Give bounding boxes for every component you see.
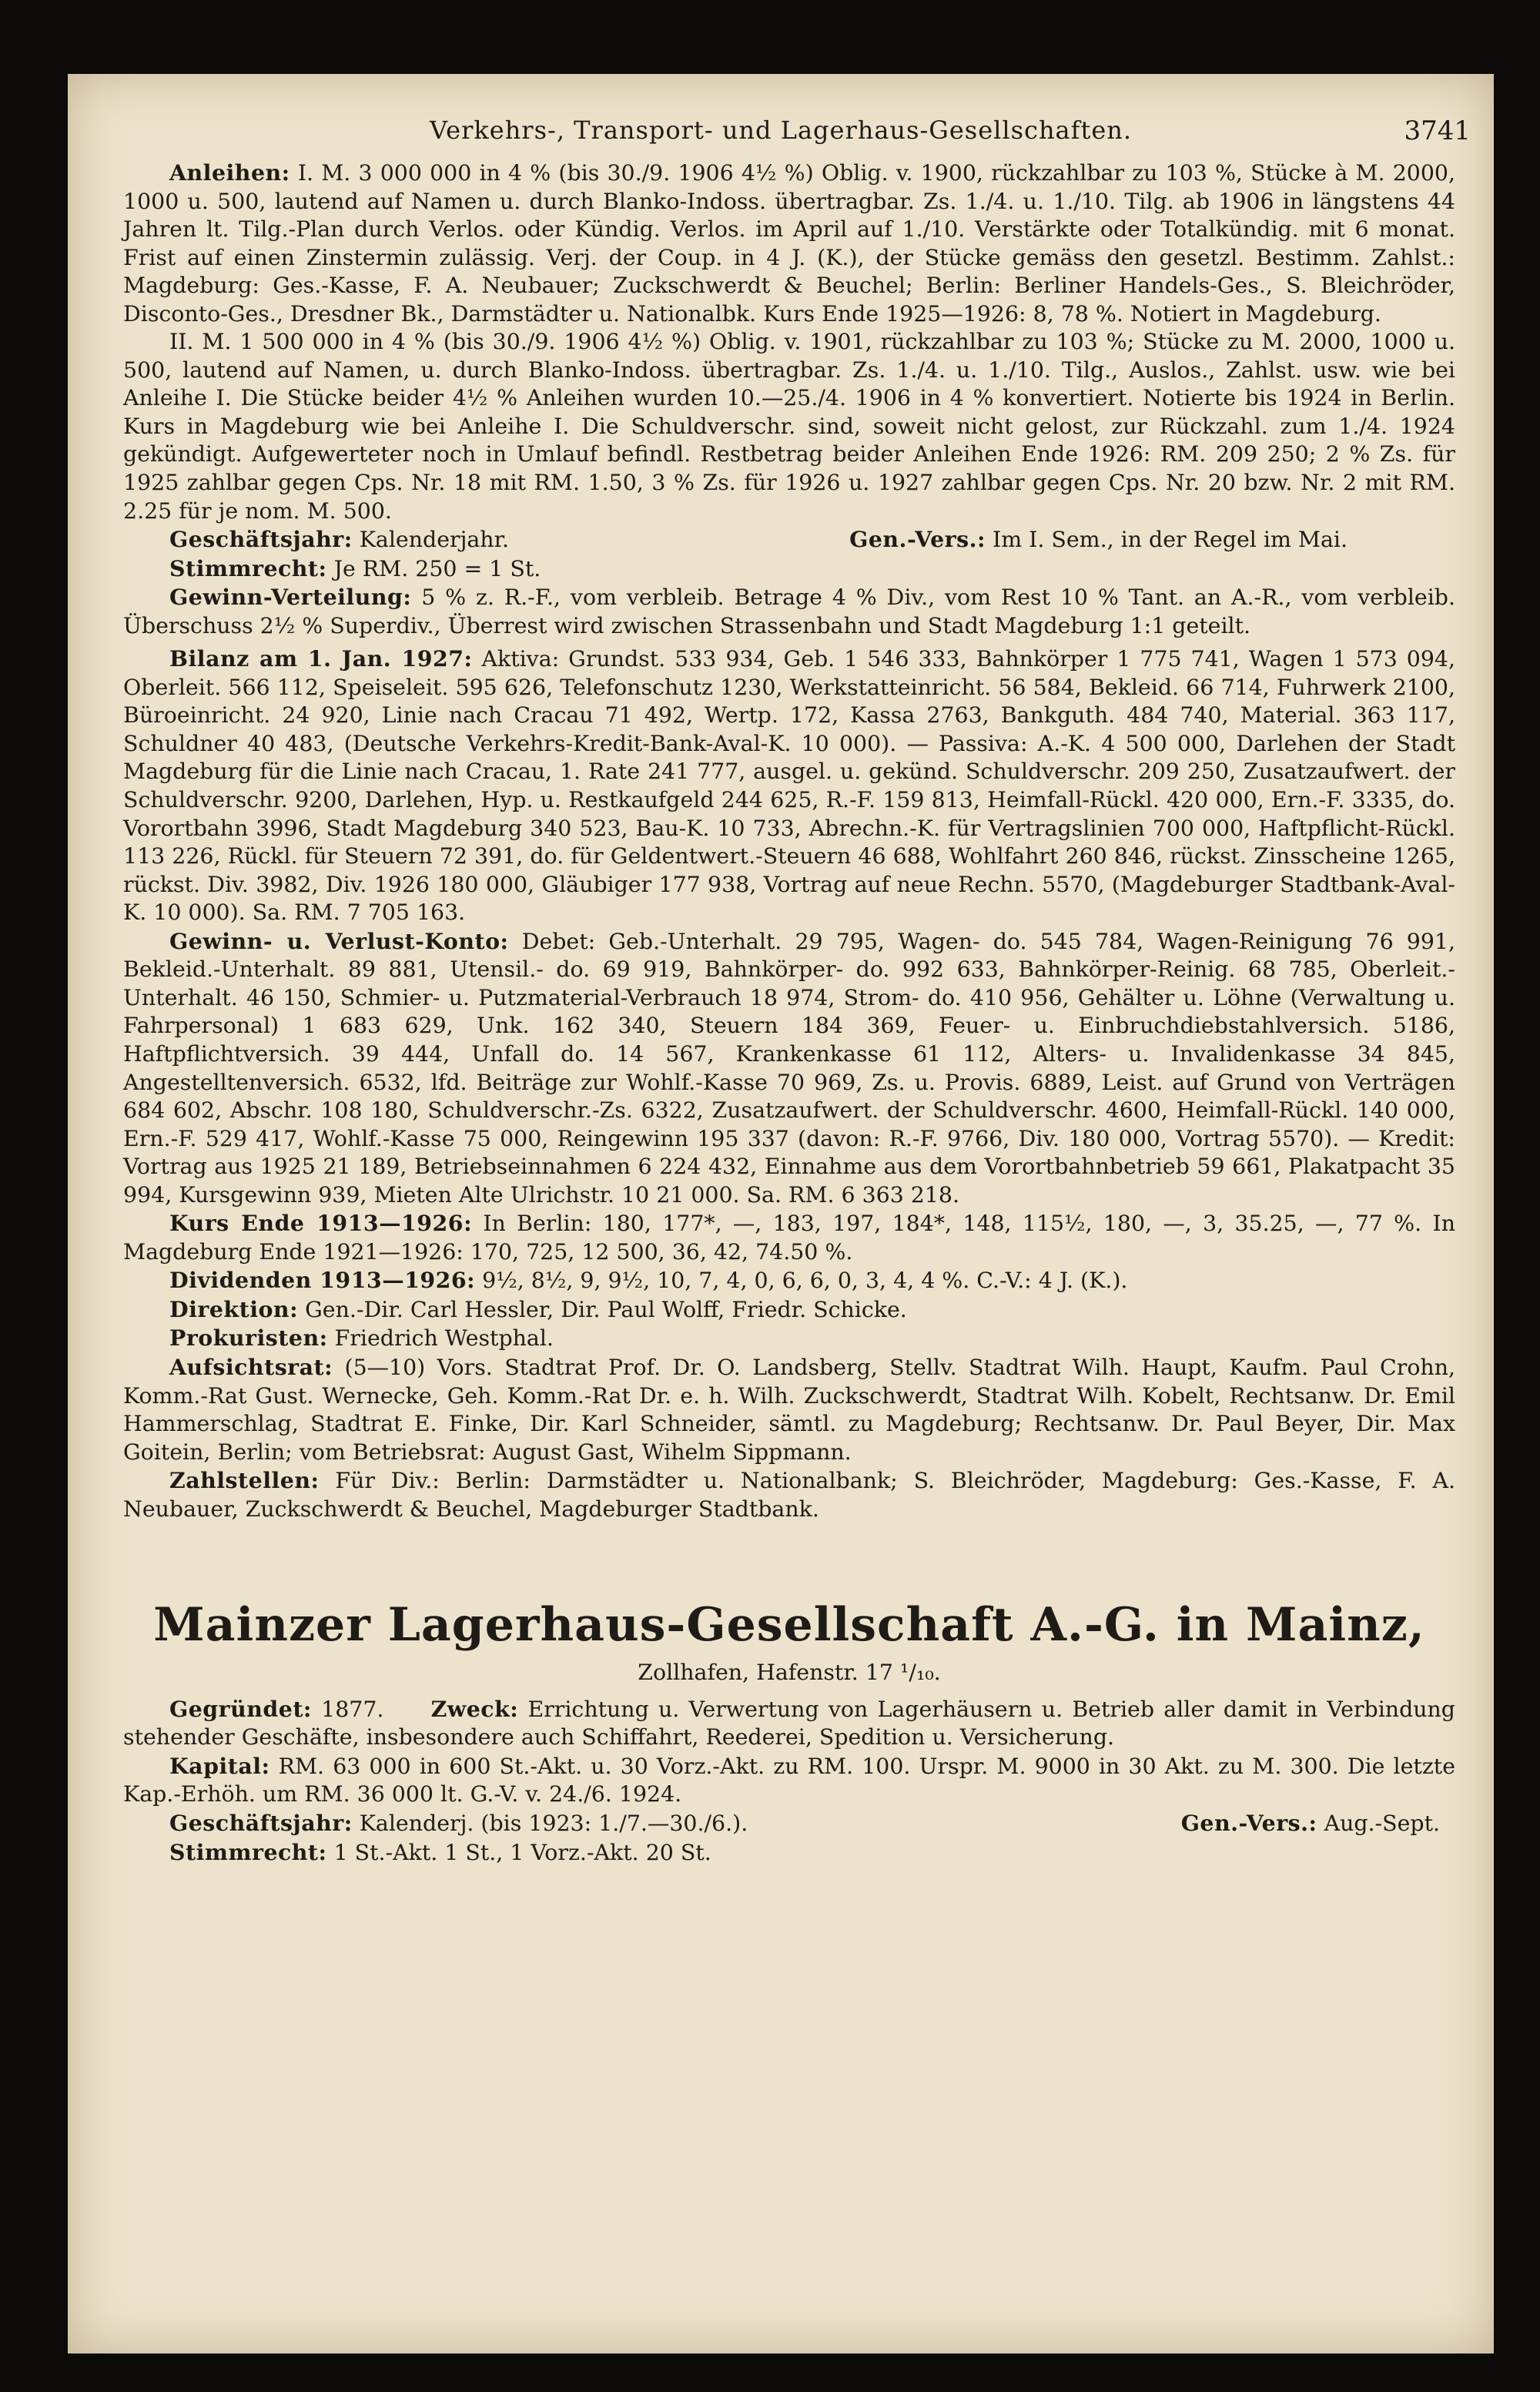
company-genvers-value: Aug.-Sept. — [1324, 1810, 1440, 1836]
company-stimmrecht-line — [123, 1838, 1455, 1868]
prokuristen-text: Friedrich Westphal. — [334, 1325, 554, 1352]
running-title: Verkehrs-, Transport- und Lagerhaus-Gesellschaften. — [429, 116, 1133, 145]
gewinnverteilung-paragraph — [123, 583, 1455, 640]
prokuristen-line — [123, 1324, 1455, 1353]
anleihen-paragraph — [123, 159, 1455, 328]
aufsichtsrat-label: Aufsichtsrat: — [169, 1353, 333, 1380]
page-header — [68, 116, 1494, 154]
company-genvers-label: Gen.-Vers.: — [1180, 1809, 1317, 1836]
company-geschaeftsjahr-label: Geschäftsjahr: — [169, 1809, 353, 1836]
gegruendet-value: 1877. — [321, 1696, 384, 1722]
genvers-entry — [803, 525, 1348, 554]
anleihe-2-paragraph: II. M. 1 500 000 in 4 % (bis 30./9. 1906 4½ %) Oblig. v. 1901, rückzahlbar zu 103 %; Stücke zu M. 2000, 1000 u. 500, lautend auf Namen, u. durch Blanko-Indoss. übertragbar. Zs. 1./4. u. 1./10. Tilg., Auslos., Zahlst. usw. wie bei Anleihe I. Die Stücke beider 4½ % Anleihen wurden 10.—25./4. 1906 in 4 % konvertiert. Notierte bis 1924 in Berlin. Kurs in Magdeburg wie bei Anleihe I. Die Schuldverschr. sind, soweit nicht gelost, zur Rückzahl. zum 1./4. 1924 gekündigt. Aufgewerteter noch in Umlauf befindl. Restbetrag beider Anleihen Ende 1926: RM. 209 250; 2 % Zs. für 1925 zahlbar gegen Cps. Nr. 18 mit RM. 1.50, 3 % Zs. für 1926 u. 1927 zahlbar gegen Cps. Nr. 20 bzw. Nr. 2 mit RM. 2.25 für je nom. M. 500. — [123, 329, 1455, 524]
dividenden-line — [123, 1266, 1455, 1295]
kapital-paragraph — [123, 1752, 1455, 1809]
dividenden-label: Dividenden 1913—1926: — [169, 1267, 476, 1294]
zweck-label: Zweck: — [430, 1695, 519, 1722]
aufsichtsrat-text: (5—10) Vors. Stadtrat Prof. Dr. O. Landsberg, Stellv. Stadtrat Wilh. Haupt, Kaufm. Paul Crohn, Komm.-Rat Gust. Wernecke, Geh. Komm.-Rat Dr. e. h. Wilh. Zuckschwerdt, Stadtrat Wilh. Kobelt, Rechtsanw. Dr. Emil Hammerschlag, Stadtrat E. Finke, Dir. Karl Schneider, sämtl. zu Magdeburg; Rechtsanw. Dr. Paul Beyer, Dir. Max Goitein, Berlin; vom Betriebsrat: August Gast, Wihelm Sippmann. — [123, 1354, 1456, 1465]
bilanz-text: Aktiva: Grundst. 533 934, Geb. 1 546 333, Bahnkörper 1 775 741, Wagen 1 573 094, Oberleit. 566 112, Speiseleit. 595 626, Telefonschutz 1230, Werkstatteinricht. 56 584, Bekleid. 66 714, Fuhrwerk 2100, Büroeinricht. 24 920, Linie nach Cracau 71 492, Wertp. 172, Kassa 2763, Bankguth. 484 740, Material. 363 117, Schuldner 40 483, (Deutsche Verkehrs-Kredit-Bank-Aval-K. 10 000). — Passiva: A.-K. 4 500 000, Darlehen der Stadt Magdeburg für die Linie nach Cracau, 1. Rate 241 777, ausgel. u. gekünd. Schuldverschr. 209 250, Zusatzaufwert. der Schuldverschr. 9200, Darlehen, Hyp. u. Restkaufgeld 244 625, R.-F. 159 813, Heimfall-Rückl. 420 000, Ern.-F. 3335, do. Vorortbahn 3996, Stadt Magdeburg 340 523, Bau-K. 10 733, Abrechn.-K. für Vertragslinien 700 000, Haftpflicht-Rückl. 113 226, Rückl. für Steuern 72 391, do. für Geldentwert.-Steuern 46 688, Wohlfahrt 260 846, rückst. Zinsscheine 1265, rückst. Div. 3982, Div. 1926 180 000, Gläubiger 177 938, Vortrag auf neue Rechn. 5570, (Magdeburger Stadtbank-Aval-K. 10 000). Sa. RM. 7 705 163. — [123, 646, 1455, 926]
gewinnverteilung-label: Gewinn-Verteilung: — [169, 584, 412, 611]
stimmrecht-label: Stimmrecht: — [169, 554, 327, 581]
genvers-label: Gen.-Vers.: — [849, 526, 986, 553]
kurs-paragraph — [123, 1209, 1455, 1266]
page-number: 3741 — [1404, 116, 1471, 146]
company-geschaeftsjahr-line — [123, 1809, 1455, 1838]
company-genvers-entry — [1135, 1809, 1440, 1838]
company-stimmrecht-value: 1 St.-Akt. 1 St., 1 Vorz.-Akt. 20 St. — [333, 1839, 711, 1865]
gegruendet-paragraph — [123, 1695, 1455, 1752]
stimmrecht-line — [123, 554, 1455, 584]
geschaeftsjahr-entry — [123, 525, 509, 554]
prokuristen-label: Prokuristen: — [169, 1325, 328, 1352]
anleihen-text: I. M. 3 000 000 in 4 % (bis 30./9. 1906 4½ %) Oblig. v. 1900, rückzahlbar zu 103 %, Stücke à M. 2000, 1000 u. 500, lautend auf Namen u. durch Blanko-Indoss. übertragbar. Zs. 1./4. u. 1./10. Tilg. ab 1906 in längstens 44 Jahren lt. Tilg.-Plan durch Verlos. oder Kündig. Verlos. im April auf 1./10. Verstärkte oder Totalkündig. mit 6 monat. Frist auf einen Zinstermin zulässig. Verj. der Coup. in 4 J. (K.), der Stücke gemäss den gesetzl. Bestimm. Zahlst.: Magdeburg: Ges.-Kasse, F. A. Neubauer; Zuckschwerdt & Beuchel; Berlin: Berliner Handels-Ges., S. Bleichröder, Disconto-Ges., Dresdner Bk., Darmstädter u. Nationalbk. Kurs Ende 1925—1926: 8, 78 %. Notiert in Magdeburg. — [123, 160, 1455, 327]
zahlstellen-text: Für Div.: Berlin: Darmstädter u. Nationalbank; S. Bleichröder, Magdeburg: Ges.-Kasse, F. A. Neubauer, Zuckschwerdt & Beuchel, Magdeburger Stadtbank. — [123, 1468, 1455, 1522]
kurs-text: In Berlin: 180, 177*, —, 183, 197, 184*, 148, 115½, 180, —, 3, 35.25, —, 77 %. In Magdeburg Ende 1921—1926: 170, 725, 12 500, 36, 42, 74.50 %. — [123, 1211, 1455, 1265]
dividenden-text: 9½, 8½, 9, 9½, 10, 7, 4, 0, 6, 6, 0, 3, 4, 4 %. C.-V.: 4 J. (K.). — [482, 1268, 1128, 1294]
direktion-label: Direktion: — [169, 1295, 299, 1322]
anleihen-label: Anleihen: — [169, 159, 290, 186]
kapital-label: Kapital: — [169, 1752, 270, 1779]
aufsichtsrat-paragraph — [123, 1353, 1455, 1466]
kurs-label: Kurs Ende 1913—1926: — [169, 1210, 473, 1237]
bilanz-paragraph — [123, 645, 1455, 926]
company-geschaeftsjahr-entry — [123, 1809, 748, 1838]
page — [68, 74, 1494, 2353]
geschaeftsjahr-value: Kalenderjahr. — [359, 527, 510, 553]
gegruendet-label: Gegründet: — [169, 1695, 312, 1722]
geschaeftsjahr-genvers-line — [123, 525, 1455, 554]
page-body — [123, 159, 1455, 1867]
company-geschaeftsjahr-value: Kalenderj. (bis 1923: 1./7.—30./6.). — [359, 1810, 748, 1836]
stimmrecht-value: Je RM. 250 = 1 St. — [333, 555, 541, 581]
direktion-line — [123, 1295, 1455, 1325]
company-address: Zollhafen, Hafenstr. 17 ¹/₁₀. — [638, 1660, 941, 1686]
geschaeftsjahr-label: Geschäftsjahr: — [169, 526, 353, 553]
guv-paragraph — [123, 927, 1455, 1209]
zweck-text: Errichtung u. Verwertung von Lagerhäusern u. Betrieb aller damit in Verbindung stehender Geschäfte, insbesondere auch Schiffahrt, Reederei, Spedition u. Versicherung. — [123, 1696, 1455, 1750]
genvers-value: Im I. Sem., in der Regel im Mai. — [992, 527, 1348, 553]
direktion-text: Gen.-Dir. Carl Hessler, Dir. Paul Wolff, Friedr. Schicke. — [305, 1296, 907, 1322]
gewinnverteilung-text: 5 % z. R.-F., vom verbleib. Betrage 4 % Div., vom Rest 10 % Tant. an A.-R., vom verbleib. Überschuss 2½ % Superdiv., Überrest wird zwischen Strassenbahn und Stadt Magdeburg 1:1 geteilt. — [123, 585, 1455, 638]
company-heading: Mainzer Lagerhaus-Gesellschaft A.-G. in Mainz, — [153, 1598, 1425, 1653]
zahlstellen-label: Zahlstellen: — [169, 1467, 320, 1494]
guv-label: Gewinn- u. Verlust-Konto: — [169, 927, 509, 954]
company-stimmrecht-label: Stimmrecht: — [169, 1838, 327, 1865]
kapital-text: RM. 63 000 in 600 St.-Akt. u. 30 Vorz.-Akt. zu RM. 100. Urspr. M. 9000 in 30 Akt. zu M. 300. Die letzte Kap.-Erhöh. um RM. 36 000 lt. G.-V. v. 24./6. 1924. — [123, 1753, 1456, 1807]
guv-text: Debet: Geb.-Unterhalt. 29 795, Wagen- do. 545 784, Wagen-Reinigung 76 991, Bekleid.-Unterhalt. 89 881, Utensil.- do. 69 919, Bahnkörper- do. 992 633, Bahnkörper-Reinig. 68 785, Oberleit.-Unterhalt. 46 150, Schmier- u. Putzmaterial-Verbrauch 18 974, Strom- do. 410 956, Gehälter u. Löhne (Verwaltung u. Fahrpersonal) 1 683 629, Unk. 162 340, Steuern 184 369, Feuer- u. Einbruchdiebstahlversich. 5186, Haftpflichtversich. 39 444, Unfall do. 14 567, Krankenkasse 61 112, Alters- u. Invalidenkasse 34 845, Angestelltenversich. 6532, lfd. Beiträge zur Wohlf.-Kasse 70 969, Zs. u. Provis. 6889, Leist. auf Grund von Verträgen 684 602, Abschr. 108 180, Schuldverschr.-Zs. 6322, Zusatzaufwert. der Schuldverschr. 4600, Heimfall-Rückl. 140 000, Ern.-F. 529 417, Wohlf.-Kasse 75 000, Reingewinn 195 337 (davon: R.-F. 9766, Div. 180 000, Vortrag 5570). — Kredit: Vortrag aus 1925 21 189, Betriebseinnahmen 6 224 432, Einnahme aus dem Vorortbahnbetrieb 59 661, Plakatpacht 35 994, Kursgewinn 939, Mieten Alte Ulrichstr. 10 21 000. Sa. RM. 6 363 218. — [123, 928, 1455, 1208]
bilanz-label: Bilanz am 1. Jan. 1927: — [169, 645, 473, 672]
zahlstellen-paragraph — [123, 1466, 1455, 1523]
